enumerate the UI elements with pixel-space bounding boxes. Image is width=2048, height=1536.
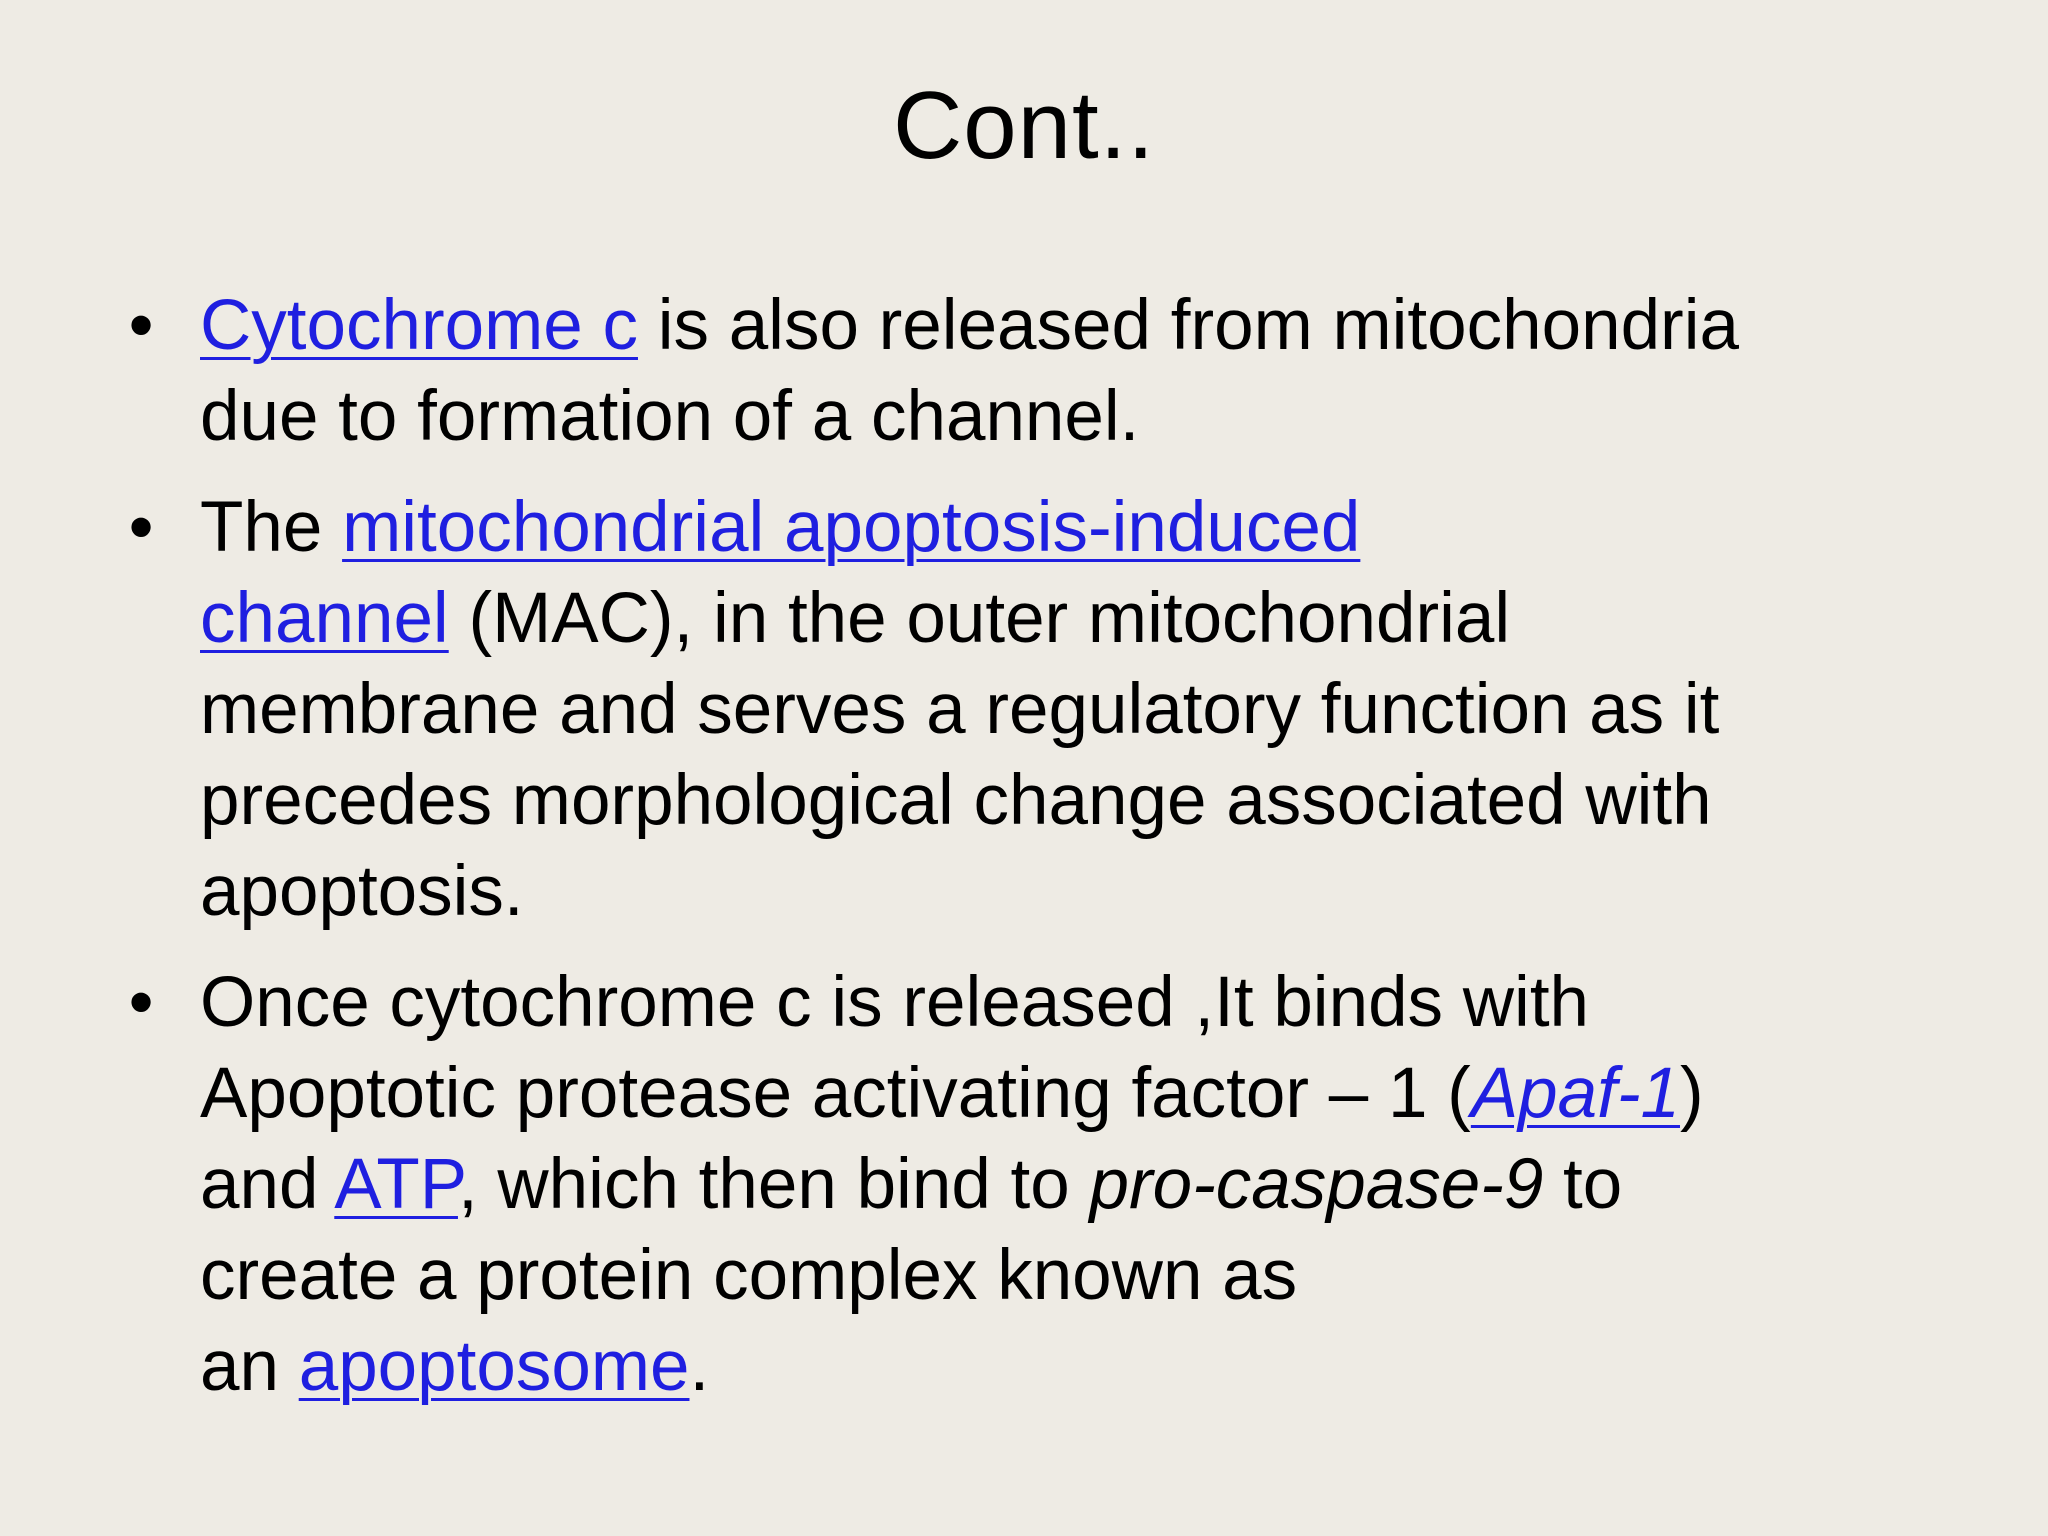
- apoptosome-link[interactable]: apoptosome: [298, 1327, 690, 1406]
- bullet-text: Once cytochrome c is released ,It binds with: [200, 963, 1590, 1042]
- bullet-line: [200, 1230, 1930, 1321]
- apaf-1-link[interactable]: Apaf-1: [1470, 1054, 1681, 1133]
- bullet-line: [200, 1139, 1930, 1230]
- pro-caspase-9-text: pro-caspase-9: [1089, 1145, 1544, 1224]
- bullet-text: is also released from mitochondria: [637, 286, 1739, 365]
- bullet-text: create a protein complex known as: [200, 1236, 1298, 1315]
- bullet-text: Apoptotic protease activating factor – 1 (: [200, 1054, 1471, 1133]
- bullet-line: [200, 664, 1930, 755]
- bullet-text: and: [200, 1145, 335, 1224]
- bullet-text: apoptosis.: [200, 852, 524, 931]
- mac-link-part1[interactable]: mitochondrial apoptosis-induced: [342, 488, 1361, 567]
- bullet-text: , which then bind to: [457, 1145, 1090, 1224]
- bullet-icon: •: [128, 963, 154, 1042]
- slide-title: Cont..: [892, 72, 1156, 179]
- bullet-text: (MAC), in the outer mitochondrial: [448, 579, 1511, 658]
- bullet-text: precedes morphological change associated with: [200, 761, 1712, 840]
- bullet-line: [200, 1048, 1930, 1139]
- bullet-line: [200, 846, 1930, 937]
- bullet-text: membrane and serves a regulatory function as it: [200, 670, 1720, 749]
- bullet-item-mac-channel: [128, 482, 1930, 937]
- bullet-line: [200, 280, 1930, 371]
- bullet-list: [128, 280, 1930, 1432]
- bullet-text: an: [200, 1327, 299, 1406]
- atp-link[interactable]: ATP: [334, 1145, 458, 1224]
- bullet-icon: •: [128, 488, 154, 567]
- bullet-line: [200, 371, 1930, 462]
- cytochrome-c-link[interactable]: Cytochrome c: [200, 286, 638, 365]
- bullet-text: The: [200, 488, 343, 567]
- bullet-line: [200, 755, 1930, 846]
- bullet-line: [200, 1321, 1930, 1412]
- bullet-text: ): [1680, 1054, 1704, 1133]
- bullet-text: due to formation of a channel.: [200, 377, 1140, 456]
- bullet-line: [200, 573, 1930, 664]
- bullet-text: .: [689, 1327, 710, 1406]
- bullet-icon: •: [128, 286, 154, 365]
- mac-link-part2[interactable]: channel: [200, 579, 449, 658]
- bullet-line: [200, 957, 1930, 1048]
- bullet-line: [200, 482, 1930, 573]
- bullet-text: to: [1543, 1145, 1623, 1224]
- bullet-item-cytochrome-release: [128, 280, 1930, 462]
- bullet-item-apoptosome: [128, 957, 1930, 1412]
